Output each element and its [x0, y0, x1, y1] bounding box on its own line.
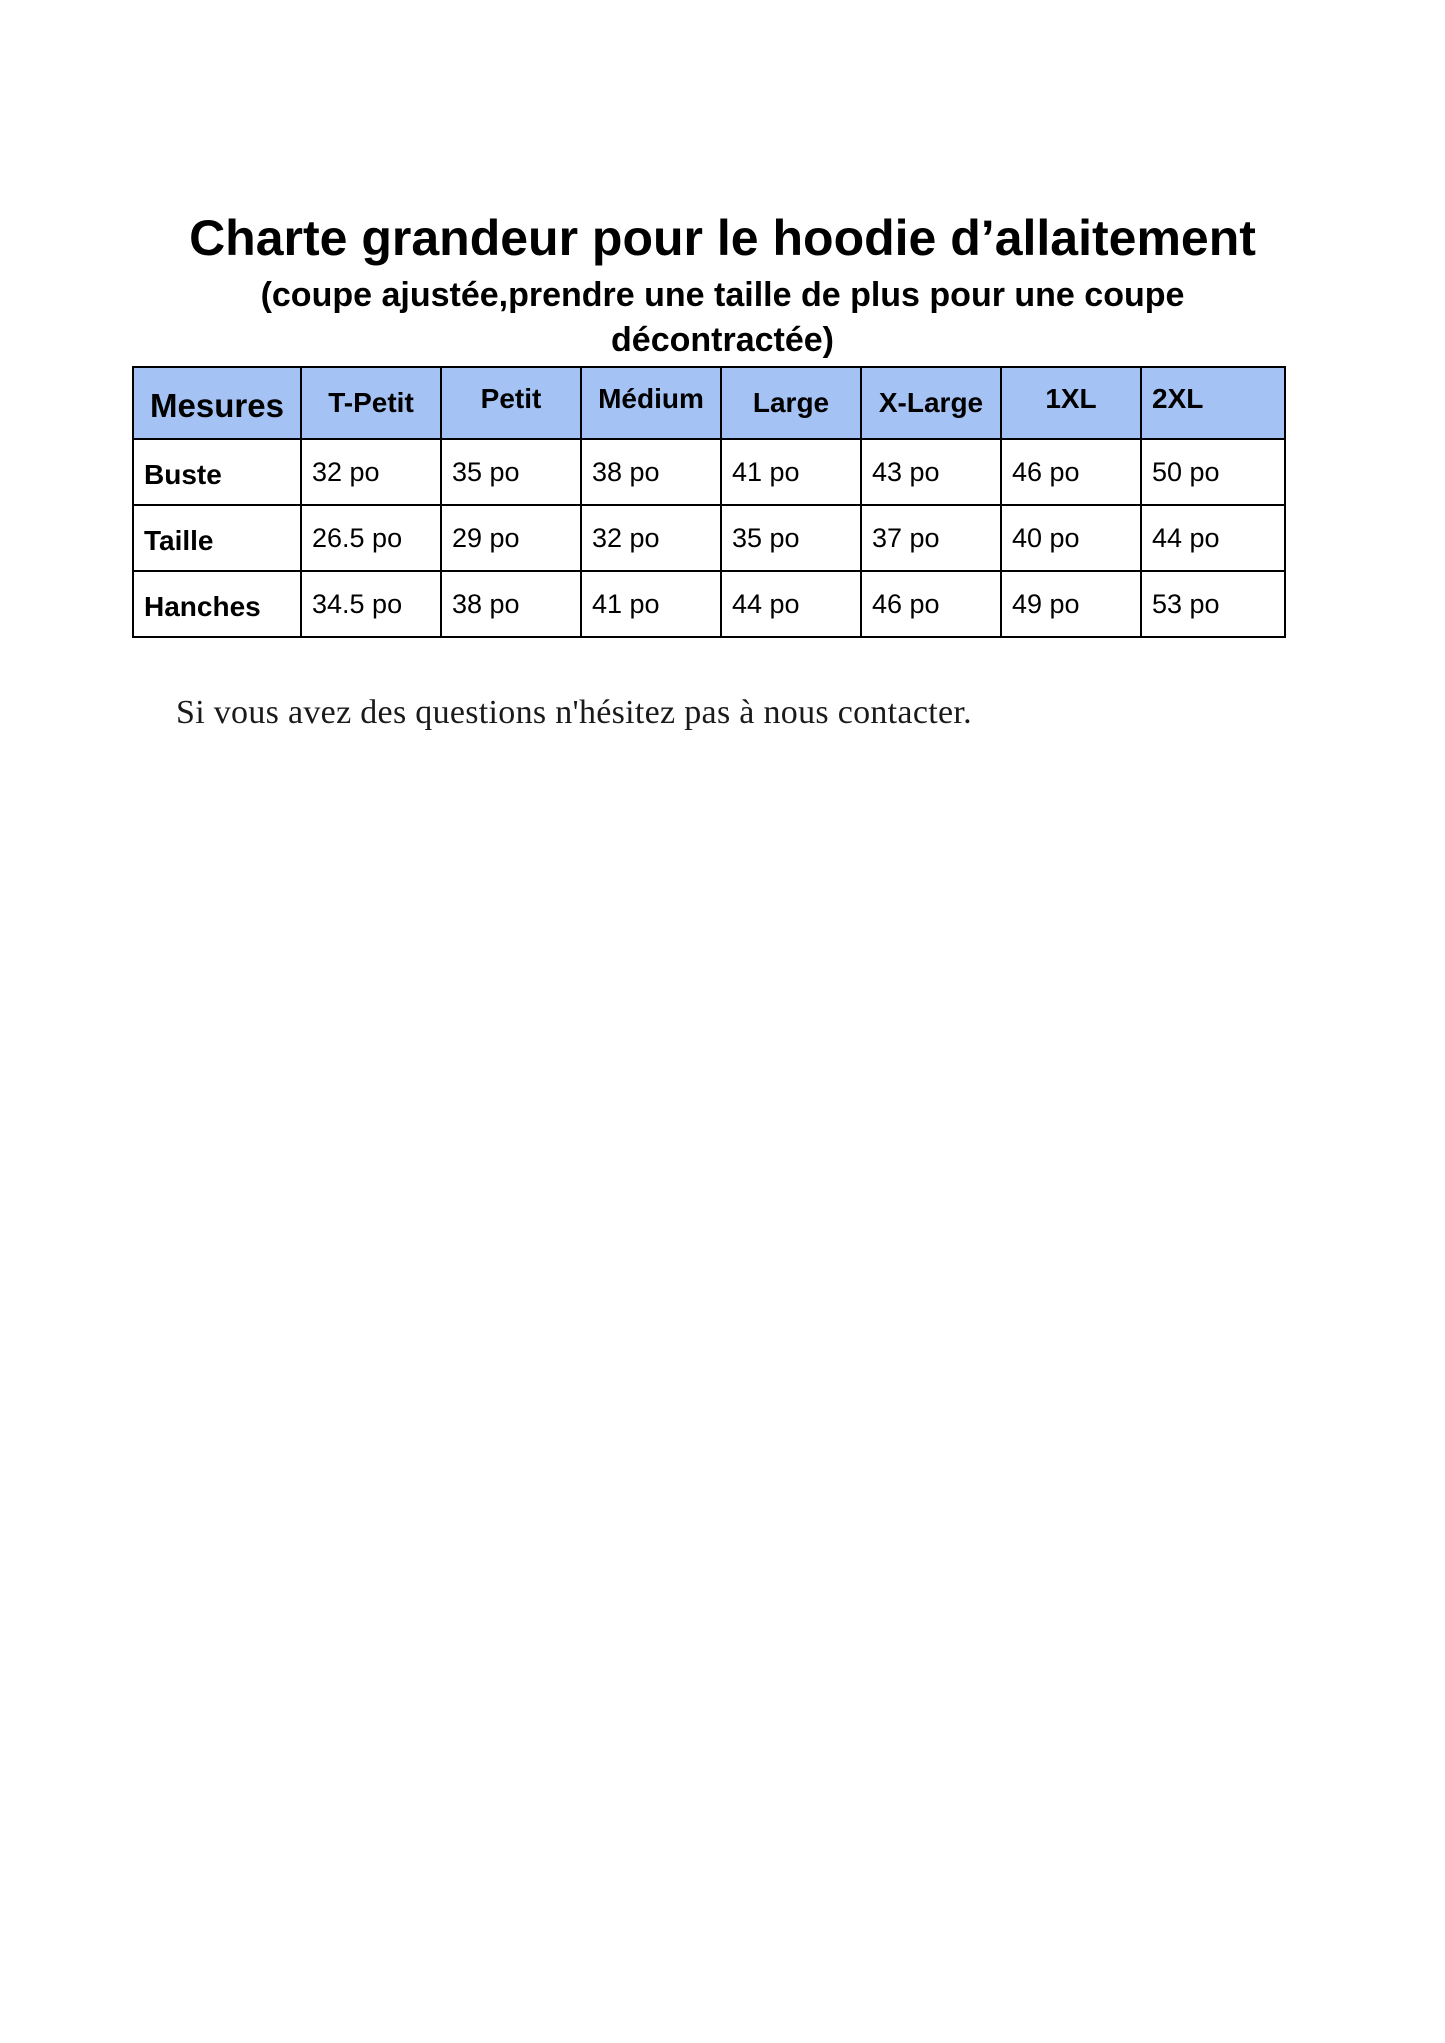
page-subtitle: (coupe ajustée,prendre une taille de plus pour une coupe décontractée) — [260, 276, 1185, 359]
header-cell-size: Médium — [581, 367, 721, 439]
table-cell: 26.5 po — [301, 505, 441, 571]
table-row — [133, 571, 1285, 637]
table-cell: 41 po — [581, 571, 721, 637]
table-cell: 38 po — [441, 571, 581, 637]
table-cell: 44 po — [1141, 505, 1285, 571]
table-row — [133, 505, 1285, 571]
header-cell-size: T-Petit — [301, 367, 441, 439]
table-cell: 40 po — [1001, 505, 1141, 571]
table-cell: 37 po — [861, 505, 1001, 571]
table-cell: 35 po — [721, 505, 861, 571]
header-cell-size: Petit — [441, 367, 581, 439]
row-label: Hanches — [133, 571, 301, 637]
table-cell: 32 po — [301, 439, 441, 505]
table-cell: 44 po — [721, 571, 861, 637]
table-cell: 50 po — [1141, 439, 1285, 505]
table-cell: 41 po — [721, 439, 861, 505]
table-cell: 35 po — [441, 439, 581, 505]
table-cell: 46 po — [861, 571, 1001, 637]
table-cell: 32 po — [581, 505, 721, 571]
table-cell: 53 po — [1141, 571, 1285, 637]
row-label: Taille — [133, 505, 301, 571]
table-row — [133, 439, 1285, 505]
header-cell-mesures: Mesures — [133, 367, 301, 439]
size-chart-table — [132, 366, 1286, 638]
header-cell-size: X-Large — [861, 367, 1001, 439]
table-header-row — [133, 367, 1285, 439]
contact-note: Si vous avez des questions n'hésitez pas à nous contacter. — [176, 694, 972, 731]
table-cell: 46 po — [1001, 439, 1141, 505]
table-cell: 34.5 po — [301, 571, 441, 637]
table-cell: 49 po — [1001, 571, 1141, 637]
table-cell: 38 po — [581, 439, 721, 505]
header-cell-size: Large — [721, 367, 861, 439]
row-label: Buste — [133, 439, 301, 505]
header-cell-size: 2XL — [1141, 367, 1285, 439]
table-cell: 29 po — [441, 505, 581, 571]
table-cell: 43 po — [861, 439, 1001, 505]
header-cell-size: 1XL — [1001, 367, 1141, 439]
page-title: Charte grandeur pour le hoodie d’allaitement — [189, 210, 1256, 266]
